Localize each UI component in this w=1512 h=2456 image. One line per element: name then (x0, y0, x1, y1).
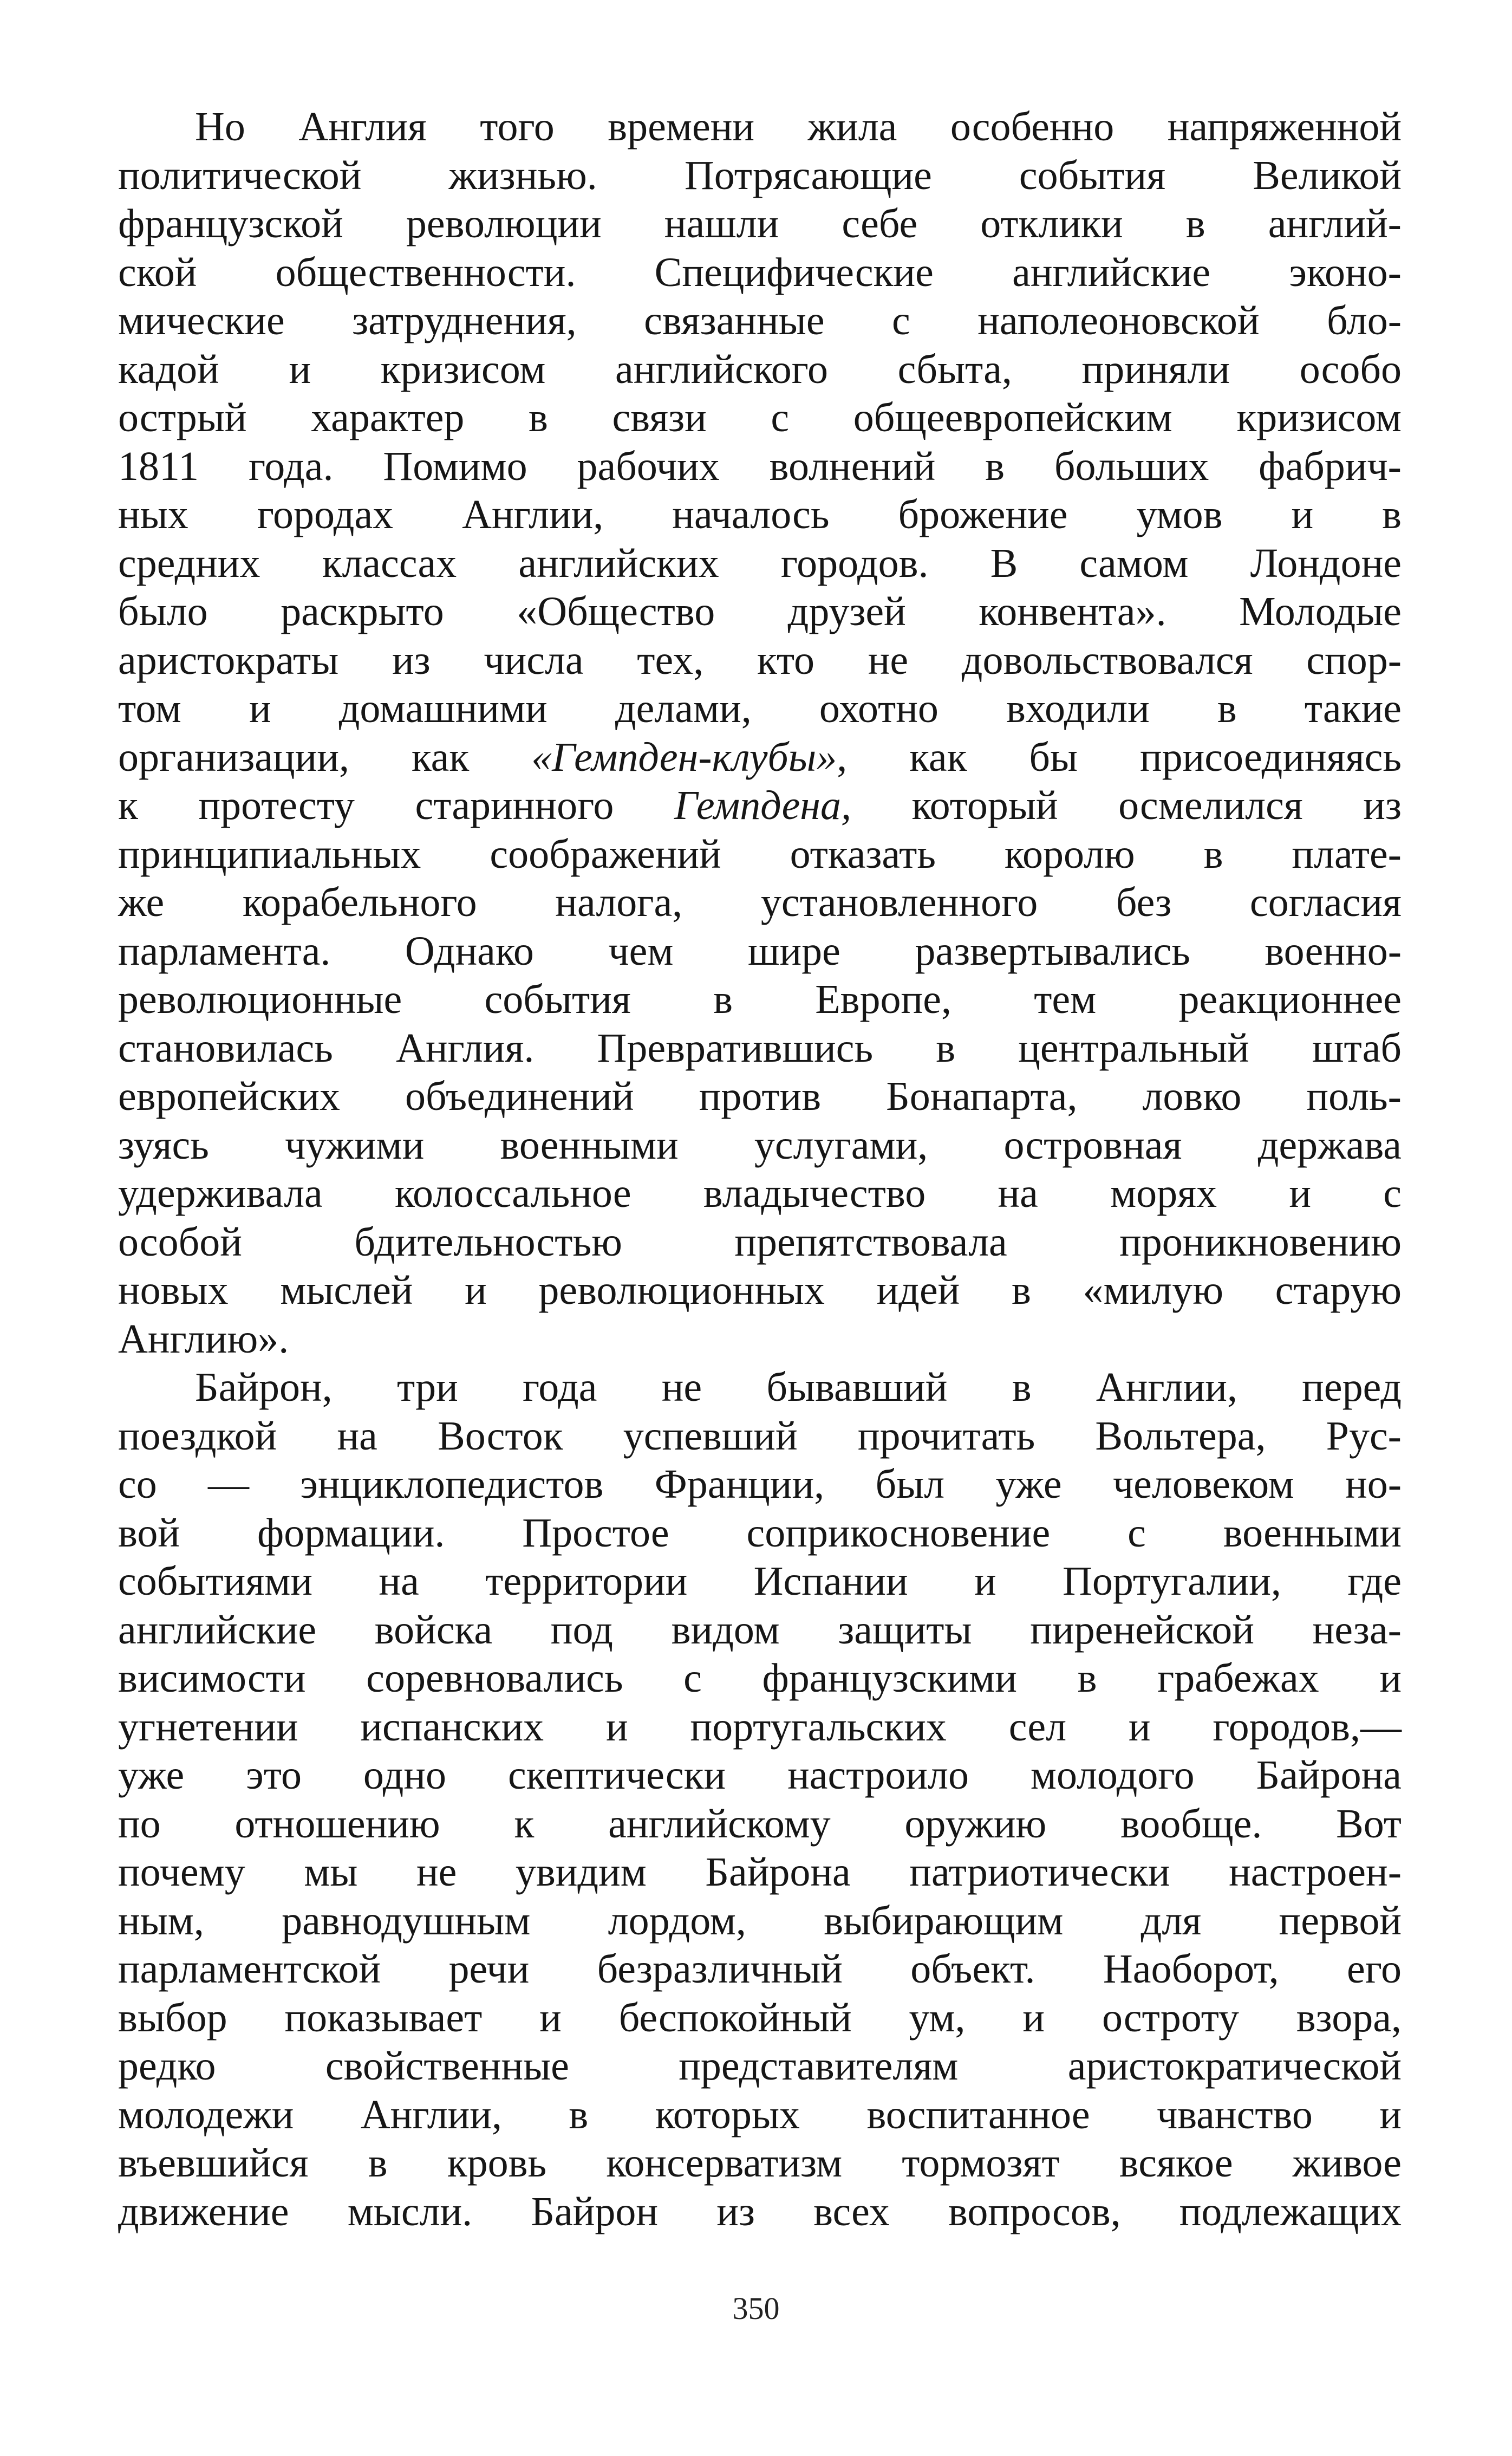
text-line: французской революции нашли себе отклики в англий- (118, 201, 1402, 246)
text-line: угнетении испанских и португальских сел и городов,— (118, 1704, 1402, 1750)
text-line: принципиальных соображений отказать королю в плате- (118, 831, 1402, 877)
text-line: мические затруднения, связанные с наполеоновской бло- (118, 298, 1402, 343)
text-line (118, 782, 1402, 830)
text-line: особой бдительностью препятствовала проникновению (118, 1219, 1402, 1265)
text-line: молодежи Англии, в которых воспитанное чванство и (118, 2091, 1402, 2137)
text-line: острый характер в связи с общеевропейским кризисом (118, 395, 1402, 440)
text-line: новых мыслей и революционных идей в «милую старую (118, 1268, 1402, 1313)
text-line: выбор показывает и беспокойный ум, и остроту взора, (118, 1994, 1402, 2041)
text-line: том и домашними делами, охотно входили в такие (118, 686, 1402, 731)
text-line: зуясь чужими военными услугами, островная держава (118, 1122, 1402, 1168)
text-line: аристократы из числа тех, кто не довольствовался спор- (118, 637, 1402, 683)
paragraph-1 (118, 103, 1402, 1363)
text-line (118, 733, 1402, 782)
text-line: ской общественности. Специфические английские эконо- (118, 249, 1402, 295)
text-line: событиями на территории Испании и Португалии, где (118, 1558, 1402, 1604)
text-line: средних классах английских городов. В самом Лондоне (118, 540, 1402, 586)
text-run: который осмелился из (851, 783, 1402, 828)
text-line: английские войска под видом защиты пиренейской неза- (118, 1607, 1402, 1653)
text-line: редко свойственные представителям аристократической (118, 2043, 1402, 2089)
text-line: парламентской речи безразличный объект. Наоборот, его (118, 1946, 1402, 1992)
text-line: Англию». (118, 1316, 289, 1362)
text-line: европейских объединений против Бонапарта, ловко поль- (118, 1074, 1402, 1119)
text-line: ным, равнодушным лордом, выбирающим для первой (118, 1898, 1402, 1944)
italic-term: Гемпдена, (674, 783, 852, 828)
text-line: висимости соревновались с французскими в грабежах и (118, 1655, 1402, 1701)
text-line: вой формации. Простое соприкосновение с военными (118, 1510, 1402, 1556)
paragraph-2 (118, 1363, 1402, 2236)
text-run: , как бы присоединяясь (837, 734, 1402, 780)
text-line: Байрон, три года не бывавший в Англии, перед (195, 1365, 1402, 1410)
text-line: 1811 года. Помимо рабочих волнений в больших фабрич- (118, 443, 1402, 489)
page-body (118, 103, 1402, 2236)
text-line: парламента. Однако чем шире развертывались военно- (118, 928, 1402, 974)
text-line: уже это одно скептически настроило молодого Байрона (118, 1752, 1402, 1798)
text-line: революционные события в Европе, тем реакционнее (118, 977, 1402, 1022)
text-line: удерживала колоссальное владычество на морях и с (118, 1171, 1402, 1216)
text-line: почему мы не увидим Байрона патриотически настроен- (118, 1849, 1402, 1895)
text-line: поездкой на Восток успевший прочитать Вольтера, Рус- (118, 1413, 1402, 1459)
text-line: становилась Англия. Превратившись в центральный штаб (118, 1025, 1402, 1071)
page-number: 350 (732, 2291, 780, 2326)
text-line: въевшийся в кровь консерватизм тормозят всякое живое (118, 2140, 1402, 2186)
text-line: политической жизнью. Потрясающие события Великой (118, 152, 1402, 198)
text-line: же корабельного налога, установленного без согласия (118, 880, 1402, 925)
italic-term: «Гемпден-клубы» (531, 734, 837, 780)
text-run: организации, как (118, 734, 532, 780)
text-line: кадой и кризисом английского сбыта, приняли особо (118, 346, 1402, 392)
text-run: к протесту старинного (118, 783, 674, 828)
text-line: движение мысли. Байрон из всех вопросов, подлежащих (118, 2188, 1402, 2234)
text-line: со — энциклопедистов Франции, был уже человеком но- (118, 1461, 1402, 1507)
text-line: Но Англия того времени жила особенно напряженной (195, 104, 1402, 150)
text-line: было раскрыто «Общество друзей конвента». Молодые (118, 589, 1402, 634)
text-line: ных городах Англии, началось брожение умов и в (118, 492, 1402, 537)
text-line: по отношению к английскому оружию вообще. Вот (118, 1801, 1402, 1847)
